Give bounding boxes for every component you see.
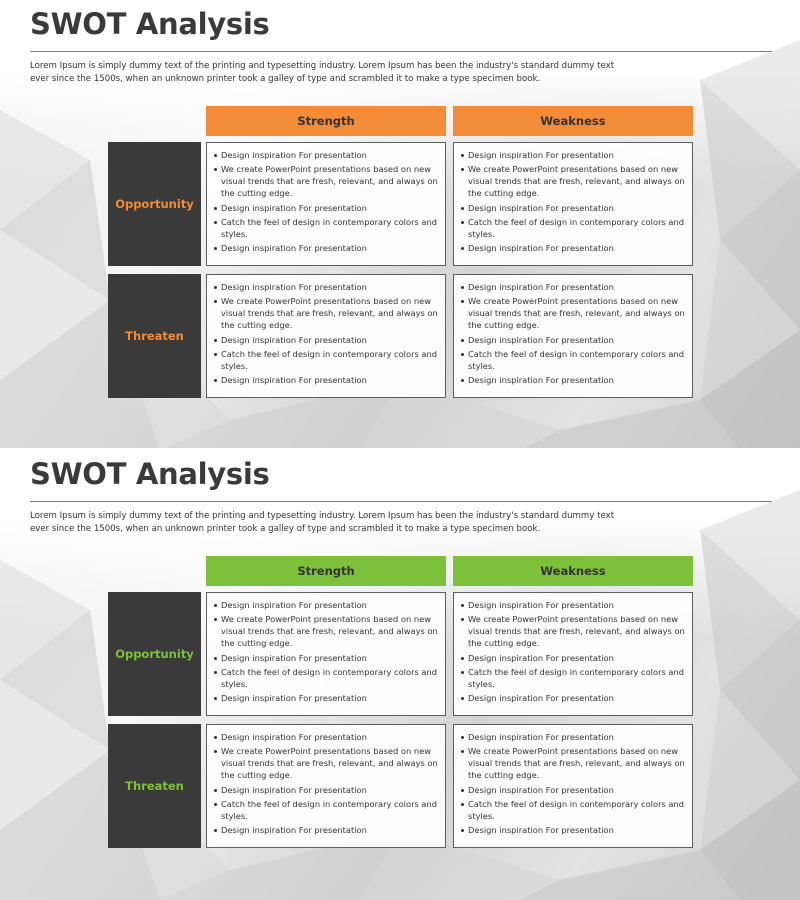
cell-threaten-weakness xyxy=(453,274,693,398)
column-header-weakness: Weakness xyxy=(453,106,693,136)
bullet-item: Design inspiration For presentation xyxy=(214,202,439,214)
bullet-item: We create PowerPoint presentations based on new visual trends that are fresh, relevant, and always on the cutting edge. xyxy=(214,295,439,331)
cell-threaten-strength xyxy=(206,724,446,848)
bullet-list xyxy=(214,599,439,704)
bullet-item: Catch the feel of design in contemporary colors and styles. xyxy=(461,348,686,372)
bullet-item: We create PowerPoint presentations based on new visual trends that are fresh, relevant, and always on the cutting edge. xyxy=(461,295,686,331)
bullet-list xyxy=(461,599,686,704)
bullet-item: Catch the feel of design in contemporary colors and styles. xyxy=(214,216,439,240)
slide-separator xyxy=(0,448,800,452)
bullet-item: Design inspiration For presentation xyxy=(214,242,439,254)
row-header-opportunity: Opportunity xyxy=(108,142,201,266)
cell-opportunity-strength xyxy=(206,142,446,266)
column-header-strength: Strength xyxy=(206,556,446,586)
bullet-list xyxy=(461,149,686,254)
bullet-item: We create PowerPoint presentations based on new visual trends that are fresh, relevant, and always on the cutting edge. xyxy=(461,745,686,781)
bullet-item: Design inspiration For presentation xyxy=(461,374,686,386)
title-divider xyxy=(30,501,772,502)
slide-description: Lorem Ipsum is simply dummy text of the printing and typesetting industry. Lorem Ipsum has been the industry's standard dummy text ever since the 1500s, when an unknown printer took a galley of type and scrambled it to make a type specimen book. xyxy=(30,511,615,534)
column-header-strength: Strength xyxy=(206,106,446,136)
row-header-opportunity: Opportunity xyxy=(108,592,201,716)
bullet-item: Design inspiration For presentation xyxy=(214,692,439,704)
bullet-item: Catch the feel of design in contemporary colors and styles. xyxy=(214,666,439,690)
bullet-item: Design inspiration For presentation xyxy=(461,692,686,704)
bullet-list xyxy=(461,281,686,386)
bullet-item: Design inspiration For presentation xyxy=(461,824,686,836)
bullet-item: Design inspiration For presentation xyxy=(214,784,439,796)
bullet-item: Design inspiration For presentation xyxy=(214,599,439,611)
cell-threaten-weakness xyxy=(453,724,693,848)
bullet-list xyxy=(461,731,686,836)
bullet-item: Design inspiration For presentation xyxy=(461,652,686,664)
bullet-item: Design inspiration For presentation xyxy=(461,202,686,214)
bullet-item: Design inspiration For presentation xyxy=(461,731,686,743)
bullet-item: Design inspiration For presentation xyxy=(214,824,439,836)
bullet-item: Design inspiration For presentation xyxy=(214,281,439,293)
slide-title: SWOT Analysis xyxy=(30,457,270,491)
slide-title: SWOT Analysis xyxy=(30,7,270,41)
bullet-item: We create PowerPoint presentations based on new visual trends that are fresh, relevant, and always on the cutting edge. xyxy=(214,745,439,781)
row-header-threaten: Threaten xyxy=(108,724,201,848)
bullet-item: We create PowerPoint presentations based on new visual trends that are fresh, relevant, and always on the cutting edge. xyxy=(214,163,439,199)
bullet-item: Design inspiration For presentation xyxy=(461,281,686,293)
bullet-item: Catch the feel of design in contemporary colors and styles. xyxy=(461,666,686,690)
cell-opportunity-strength xyxy=(206,592,446,716)
bullet-item: Catch the feel of design in contemporary colors and styles. xyxy=(214,798,439,822)
title-divider xyxy=(30,51,772,52)
bullet-item: Design inspiration For presentation xyxy=(214,652,439,664)
bullet-list xyxy=(214,149,439,254)
bullet-item: Catch the feel of design in contemporary colors and styles. xyxy=(214,348,439,372)
row-header-threaten: Threaten xyxy=(108,274,201,398)
bullet-item: Design inspiration For presentation xyxy=(461,149,686,161)
cell-threaten-strength xyxy=(206,274,446,398)
bullet-item: We create PowerPoint presentations based on new visual trends that are fresh, relevant, and always on the cutting edge. xyxy=(214,613,439,649)
bullet-item: Design inspiration For presentation xyxy=(461,242,686,254)
bullet-item: We create PowerPoint presentations based on new visual trends that are fresh, relevant, and always on the cutting edge. xyxy=(461,613,686,649)
bullet-item: Design inspiration For presentation xyxy=(461,784,686,796)
slide-description: Lorem Ipsum is simply dummy text of the printing and typesetting industry. Lorem Ipsum has been the industry's standard dummy text ever since the 1500s, when an unknown printer took a galley of type and scrambled it to make a type specimen book. xyxy=(30,61,615,84)
slide-green xyxy=(0,450,800,900)
bullet-item: Catch the feel of design in contemporary colors and styles. xyxy=(461,798,686,822)
bullet-item: Design inspiration For presentation xyxy=(214,731,439,743)
bullet-item: Design inspiration For presentation xyxy=(461,334,686,346)
bullet-list xyxy=(214,731,439,836)
bullet-item: We create PowerPoint presentations based on new visual trends that are fresh, relevant, and always on the cutting edge. xyxy=(461,163,686,199)
bullet-item: Design inspiration For presentation xyxy=(461,599,686,611)
bullet-item: Catch the feel of design in contemporary colors and styles. xyxy=(461,216,686,240)
cell-opportunity-weakness xyxy=(453,142,693,266)
column-header-weakness: Weakness xyxy=(453,556,693,586)
bullet-list xyxy=(214,281,439,386)
bullet-item: Design inspiration For presentation xyxy=(214,374,439,386)
bullet-item: Design inspiration For presentation xyxy=(214,149,439,161)
bullet-item: Design inspiration For presentation xyxy=(214,334,439,346)
cell-opportunity-weakness xyxy=(453,592,693,716)
